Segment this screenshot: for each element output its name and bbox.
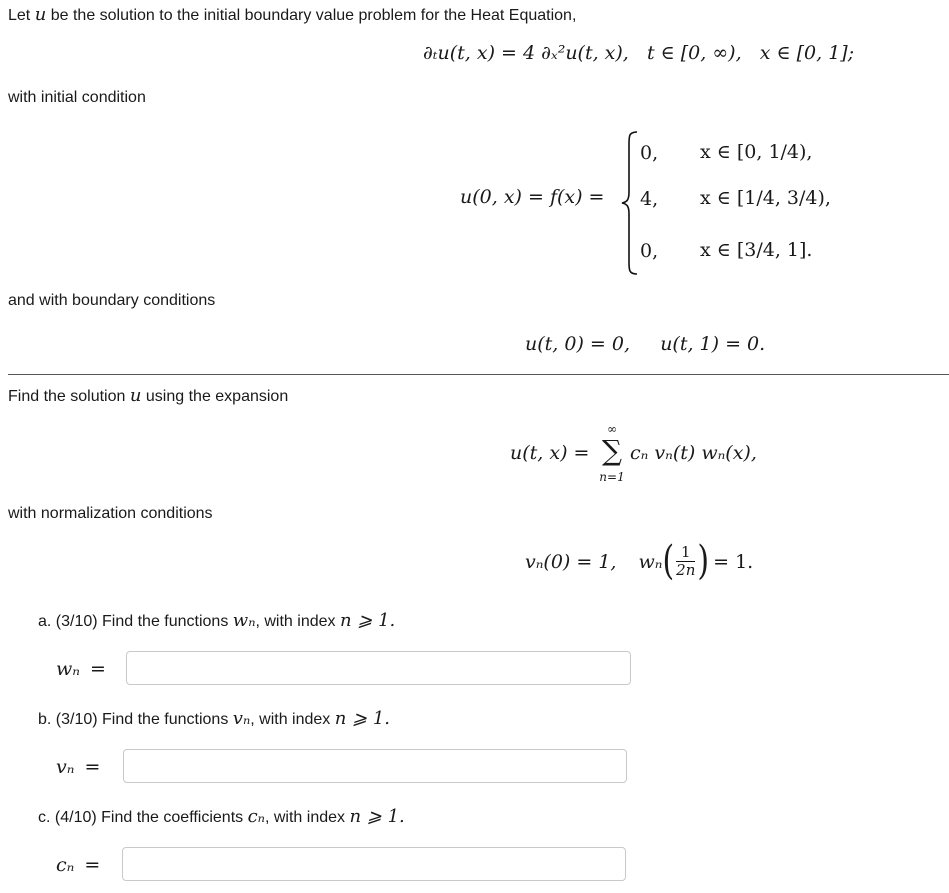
answer-b-input[interactable] [123, 749, 627, 783]
question-a: a. (3/10) Find the functions wₙ, with index n ⩾ 1. [38, 610, 396, 631]
series-expansion [510, 420, 810, 490]
question-b: b. (3/10) Find the functions vₙ, with index n ⩾ 1. [38, 708, 391, 729]
normalization-label: with normalization conditions [8, 505, 213, 522]
case-interval-3: x ∈ [3/4, 1]. [700, 239, 813, 261]
case-value-3: 0, [640, 240, 659, 262]
cases-brace [620, 130, 640, 281]
norm-frac-num: 1 [676, 545, 695, 562]
intro-text: Let u be the solution to the initial boundary value problem for the Heat Equation, [8, 4, 577, 25]
sum-lower-limit: n=1 [599, 470, 625, 484]
initial-condition-label: with initial condition [8, 89, 146, 106]
initial-condition [460, 130, 840, 280]
normalization-conditions: vₙ(0) = 1, wₙ ( $\frac{1}{2n}$ ) = 1. [525, 537, 754, 585]
case-value-2: 4, [640, 188, 659, 210]
sum-upper-limit: ∞ [607, 422, 617, 436]
case-value-1: 0, [640, 142, 659, 164]
divider [8, 374, 949, 375]
answer-a-input[interactable] [126, 651, 631, 685]
norm-frac-den: 2n [676, 561, 696, 579]
initial-condition-lhs: u(0, x) = f(x) = [460, 186, 605, 208]
sum-symbol: ∑ [602, 434, 622, 467]
answer-c-label: cₙ = [56, 854, 101, 876]
find-solution-text: Find the solution u using the expansion [8, 385, 289, 406]
heat-equation: ∂ₜu(t, x) = 4 ∂ₓ²u(t, x), t ∈ [0, ∞), x ∈ [0, 1]; [423, 42, 855, 64]
answer-b-label: vₙ = [56, 756, 101, 778]
case-interval-1: x ∈ [0, 1/4), [700, 141, 813, 163]
expansion-rhs: cₙ vₙ(t) wₙ(x), [630, 442, 757, 464]
answer-a-label: wₙ = [56, 658, 106, 680]
boundary-conditions: u(t, 0) = 0, u(t, 1) = 0. [525, 333, 766, 355]
case-interval-2: x ∈ [1/4, 3/4), [700, 187, 831, 209]
question-c: c. (4/10) Find the coefficients cₙ, with index n ⩾ 1. [38, 806, 405, 827]
boundary-conditions-label: and with boundary conditions [8, 292, 216, 309]
answer-c-input[interactable] [122, 847, 626, 881]
expansion-lhs: u(t, x) = [510, 442, 590, 464]
